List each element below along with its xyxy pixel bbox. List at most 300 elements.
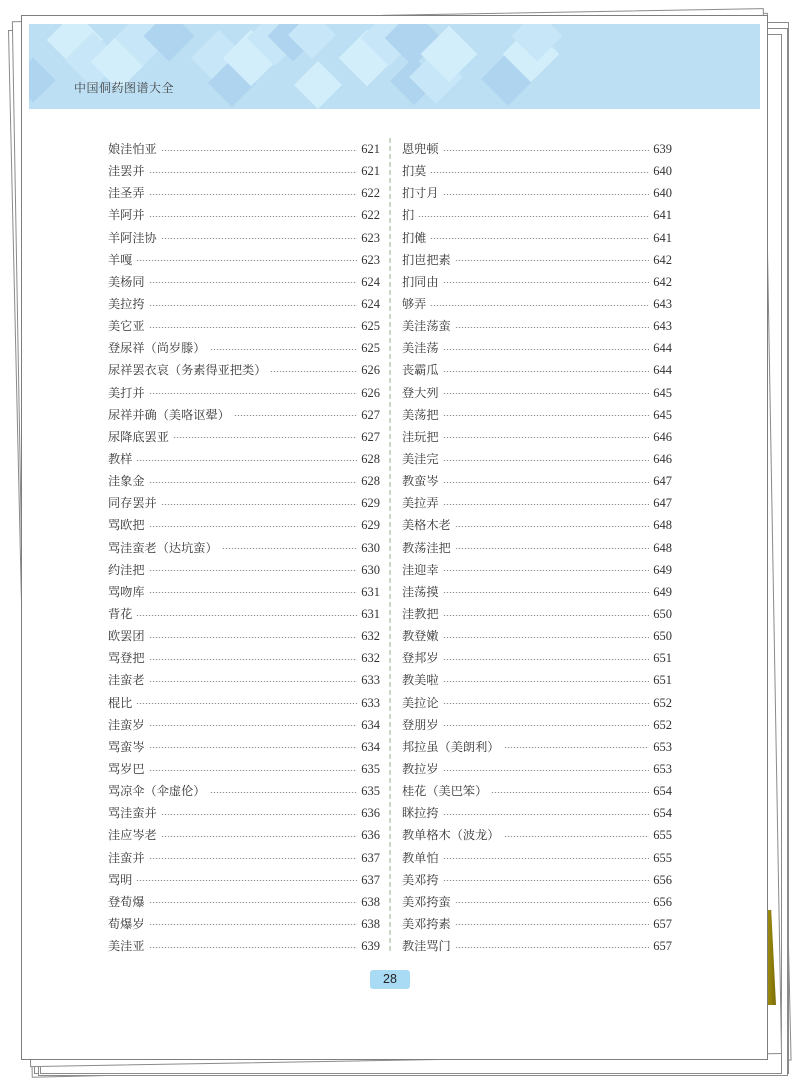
toc-entry-name: 美邓挎: [402, 872, 439, 887]
dot-leader: [149, 637, 358, 638]
toc-entry[interactable]: [402, 337, 672, 359]
toc-entry[interactable]: [402, 913, 672, 935]
toc-entry[interactable]: [108, 249, 380, 271]
toc-entry-name: 骂凉伞（伞虚伦）: [108, 784, 206, 799]
toc-entry[interactable]: [402, 470, 672, 492]
toc-entry[interactable]: [402, 160, 672, 182]
toc-entry[interactable]: [402, 204, 672, 226]
toc-entry[interactable]: [108, 138, 380, 160]
toc-entry-page: 646: [653, 451, 672, 466]
dot-leader: [149, 282, 358, 283]
toc-entry-page: 632: [361, 629, 380, 644]
toc-entry-name: 美格木老: [402, 518, 451, 533]
dot-leader: [149, 526, 358, 527]
toc-entry-page: 649: [653, 584, 672, 599]
toc-entry-name: 洼蛮岁: [108, 717, 145, 732]
toc-entry-page: 626: [361, 385, 380, 400]
toc-entry-page: 629: [361, 518, 380, 533]
toc-entry-page: 633: [361, 673, 380, 688]
toc-entry-name: 棍比: [108, 695, 133, 710]
toc-entry-page: 636: [361, 828, 380, 843]
toc-entry-page: 652: [653, 695, 672, 710]
toc-entry-name: 美洼完: [402, 451, 439, 466]
toc-entry[interactable]: [402, 669, 672, 691]
dot-leader: [149, 482, 358, 483]
toc-entry-page: 634: [361, 739, 380, 754]
toc-entry-name: 美洼亚: [108, 939, 145, 954]
toc-entry-page: 651: [653, 673, 672, 688]
toc-entry-page: 653: [653, 739, 672, 754]
dot-leader: [136, 703, 357, 704]
toc-entry[interactable]: [402, 847, 672, 869]
toc-entry-page: 644: [653, 341, 672, 356]
toc-entry[interactable]: [402, 537, 672, 559]
toc-entry-name: 美邓挎蛮: [402, 894, 451, 909]
toc-entry-page: 645: [653, 385, 672, 400]
toc-entry-name: 登大列: [402, 385, 439, 400]
toc-entry-name: 洼教把: [402, 606, 439, 621]
toc-entry-name: 羊嘎: [108, 252, 133, 267]
toc-entry[interactable]: [108, 315, 380, 337]
toc-entry[interactable]: [108, 160, 380, 182]
dot-leader: [443, 194, 650, 195]
toc-entry-page: 655: [653, 850, 672, 865]
toc-entry-name: 教单怕: [402, 850, 439, 865]
toc-entry-name: 美杨同: [108, 274, 145, 289]
toc-entry-page: 642: [653, 274, 672, 289]
toc-entry-page: 657: [653, 939, 672, 954]
dot-leader: [161, 150, 358, 151]
toc-entry-page: 650: [653, 629, 672, 644]
dot-leader: [136, 260, 357, 261]
dot-leader: [149, 194, 358, 195]
toc-entry-page: 643: [653, 296, 672, 311]
toc-entry[interactable]: [402, 824, 672, 846]
toc-entry-page: 632: [361, 651, 380, 666]
toc-entry[interactable]: [108, 404, 380, 426]
dot-leader: [149, 570, 358, 571]
toc-entry-name: 美荡把: [402, 407, 439, 422]
toc-entry-page: 648: [653, 540, 672, 555]
toc-entry[interactable]: [402, 404, 672, 426]
dot-leader: [161, 836, 358, 837]
toc-entry[interactable]: [402, 271, 672, 293]
toc-entry[interactable]: [108, 692, 380, 714]
toc-entry-page: 640: [653, 164, 672, 179]
toc-entry[interactable]: [108, 581, 380, 603]
toc-entry-page: 635: [361, 761, 380, 776]
dot-leader: [443, 570, 650, 571]
dot-leader: [161, 504, 358, 505]
dot-leader: [443, 615, 650, 616]
toc-entry[interactable]: [108, 869, 380, 891]
toc-entry[interactable]: [108, 824, 380, 846]
dot-leader: [149, 747, 358, 748]
toc-entry-name: 美拉弄: [402, 496, 439, 511]
dot-leader: [418, 216, 649, 217]
toc-entry-name: 骂蛮岑: [108, 739, 145, 754]
toc-entry-name: 洼应岑老: [108, 828, 157, 843]
dot-leader: [136, 615, 357, 616]
toc-entry[interactable]: [108, 780, 380, 802]
dot-leader: [149, 327, 358, 328]
toc-entry[interactable]: [402, 182, 672, 204]
toc-column-left: [108, 138, 380, 957]
toc-entry[interactable]: [108, 802, 380, 824]
dot-leader: [430, 305, 649, 306]
toc-entry-name: 骂洼蛮并: [108, 806, 157, 821]
toc-entry[interactable]: [108, 271, 380, 293]
dot-leader: [222, 548, 358, 549]
toc-entry[interactable]: [402, 581, 672, 603]
dot-leader: [149, 924, 358, 925]
toc-entry-page: 621: [361, 142, 380, 156]
toc-entry-name: 扪莫: [402, 164, 427, 179]
toc-entry-page: 628: [361, 474, 380, 489]
toc-entry-page: 635: [361, 784, 380, 799]
dot-leader: [443, 858, 650, 859]
toc-entry[interactable]: [108, 647, 380, 669]
toc-entry-name: 洼玩把: [402, 429, 439, 444]
toc-entry[interactable]: [108, 182, 380, 204]
book-page: [21, 15, 768, 1060]
running-header: 中国侗药图谱大全: [74, 81, 175, 95]
dot-leader: [443, 725, 650, 726]
toc-entry-name: 骂岁巴: [108, 761, 145, 776]
toc-entry-page: 627: [361, 429, 380, 444]
dot-leader: [443, 415, 650, 416]
toc-entry-name: 扪寸月: [402, 186, 439, 201]
dot-leader: [443, 504, 650, 505]
toc-entry-page: 636: [361, 806, 380, 821]
toc-entry-name: 洼迎幸: [402, 562, 439, 577]
toc-entry[interactable]: [402, 891, 672, 913]
toc-entry-name: 洼荡摸: [402, 584, 439, 599]
toc-entry-page: 642: [653, 252, 672, 267]
toc-entry-page: 645: [653, 407, 672, 422]
toc-entry-name: 桂花（美巴笨）: [402, 784, 488, 799]
toc-entry-page: 637: [361, 872, 380, 887]
dot-leader: [149, 393, 358, 394]
toc-entry-page: 654: [653, 806, 672, 821]
dot-leader: [455, 924, 650, 925]
dot-leader: [443, 371, 650, 372]
dot-leader: [443, 703, 650, 704]
toc-entry-name: 登尿祥（尚岁滕）: [108, 341, 206, 356]
toc-entry-name: 邦拉虽（美朗利）: [402, 739, 500, 754]
dot-leader: [455, 260, 650, 261]
toc-entry[interactable]: [402, 736, 672, 758]
dot-leader: [149, 858, 358, 859]
header-banner: [29, 24, 760, 109]
toc-entry[interactable]: [402, 227, 672, 249]
toc-entry-name: 骂吻库: [108, 584, 145, 599]
dot-leader: [443, 637, 650, 638]
toc-entry-name: 美打并: [108, 385, 145, 400]
toc-entry-name: 教拉岁: [402, 761, 439, 776]
toc-entry-name: 尿祥并确（美咯讴翚）: [108, 407, 230, 422]
dot-leader: [443, 880, 650, 881]
dot-leader: [210, 792, 358, 793]
toc-entry-name: 约洼把: [108, 562, 145, 577]
dot-leader: [455, 327, 650, 328]
dot-leader: [455, 548, 650, 549]
toc-entry-name: 扪傩: [402, 230, 427, 245]
toc-entry[interactable]: [402, 647, 672, 669]
dot-leader: [443, 282, 650, 283]
toc-entry-page: 656: [653, 872, 672, 887]
toc-entry-page: 640: [653, 186, 672, 201]
toc-entry-name: 尿降底罢亚: [108, 429, 169, 444]
toc-entry-name: 教荡洼把: [402, 540, 451, 555]
toc-entry[interactable]: [402, 802, 672, 824]
toc-entry-name: 欧罢团: [108, 629, 145, 644]
toc-entry-page: 648: [653, 518, 672, 533]
toc-entry-page: 647: [653, 496, 672, 511]
toc-entry-page: 655: [653, 828, 672, 843]
dot-leader: [161, 814, 358, 815]
toc-entry-name: 丧霸瓜: [402, 363, 439, 378]
toc-entry-page: 625: [361, 319, 380, 334]
toc-entry-name: 教单格木（波龙）: [402, 828, 500, 843]
toc-entry-page: 622: [361, 208, 380, 223]
toc-entry[interactable]: [402, 315, 672, 337]
toc-entry[interactable]: [402, 559, 672, 581]
toc-entry-name: 够弄: [402, 296, 427, 311]
dot-leader: [443, 814, 650, 815]
toc-entry-name: 美拉论: [402, 695, 439, 710]
toc-entry-page: 641: [653, 208, 672, 223]
toc-entry[interactable]: [108, 448, 380, 470]
dot-leader: [455, 947, 650, 948]
toc-entry-page: 621: [361, 164, 380, 179]
toc-entry-name: 扪岜把素: [402, 252, 451, 267]
toc-entry-page: 627: [361, 407, 380, 422]
toc-entry-name: 同存罢并: [108, 496, 157, 511]
toc-entry-page: 638: [361, 894, 380, 909]
dot-leader: [161, 238, 358, 239]
toc-entry-page: 623: [361, 252, 380, 267]
toc-entry-page: 639: [653, 142, 672, 156]
dot-leader: [173, 437, 357, 438]
toc-entry[interactable]: [108, 603, 380, 625]
toc-entry-page: 626: [361, 363, 380, 378]
dot-leader: [149, 770, 358, 771]
toc-entry-name: 洼蛮并: [108, 850, 145, 865]
toc-entry-name: 洼罢并: [108, 164, 145, 179]
dot-leader: [430, 172, 649, 173]
toc-entry-name: 骂欧把: [108, 518, 145, 533]
dot-leader: [443, 150, 650, 151]
toc-entry-name: 美邓挎素: [402, 916, 451, 931]
toc-entry-name: 登邦岁: [402, 651, 439, 666]
dot-leader: [443, 681, 650, 682]
toc-entry-page: 634: [361, 717, 380, 732]
toc-entry-name: 洼象金: [108, 474, 145, 489]
dot-leader: [504, 836, 650, 837]
dot-leader: [443, 349, 650, 350]
toc-entry[interactable]: [108, 935, 380, 957]
toc-entry[interactable]: [108, 847, 380, 869]
dot-leader: [149, 902, 358, 903]
toc-entry[interactable]: [402, 359, 672, 381]
toc-entry-name: 登朋岁: [402, 717, 439, 732]
toc-entry-name: 背花: [108, 606, 133, 621]
toc-entry-name: 洼圣弄: [108, 186, 145, 201]
dot-leader: [149, 592, 358, 593]
toc-entry-name: 教洼骂门: [402, 939, 451, 954]
toc-entry-name: 恩兜顿: [402, 142, 439, 156]
dot-leader: [443, 592, 650, 593]
toc-entry-page: 629: [361, 496, 380, 511]
toc-entry[interactable]: [402, 625, 672, 647]
page-number-badge: 28: [370, 970, 410, 989]
dot-leader: [149, 172, 358, 173]
toc-entry-page: 654: [653, 784, 672, 799]
toc-entry-name: 教登嫩: [402, 629, 439, 644]
toc-entry[interactable]: [402, 249, 672, 271]
toc-entry[interactable]: [402, 869, 672, 891]
toc-entry-name: 教样: [108, 451, 133, 466]
toc-entry-page: 652: [653, 717, 672, 732]
toc-entry-name: 羊阿并: [108, 208, 145, 223]
toc-entry[interactable]: [108, 625, 380, 647]
toc-entry-page: 646: [653, 429, 672, 444]
toc-entry-page: 647: [653, 474, 672, 489]
toc-entry-page: 622: [361, 186, 380, 201]
toc-entry[interactable]: [108, 227, 380, 249]
toc-entry[interactable]: [402, 514, 672, 536]
toc-entry-name: 尿祥罢衣哀（务素得亚把类）: [108, 363, 267, 378]
dot-leader: [443, 393, 650, 394]
toc-entry-page: 651: [653, 651, 672, 666]
toc-entry[interactable]: [402, 692, 672, 714]
toc-entry[interactable]: [402, 426, 672, 448]
dot-leader: [443, 482, 650, 483]
toc-entry-page: 624: [361, 296, 380, 311]
toc-entry-page: 631: [361, 606, 380, 621]
toc-entry-page: 653: [653, 761, 672, 776]
dot-leader: [149, 659, 358, 660]
toc-entry-page: 644: [653, 363, 672, 378]
toc-entry-page: 656: [653, 894, 672, 909]
toc-entry-name: 教美啦: [402, 673, 439, 688]
dot-leader: [149, 947, 358, 948]
toc-entry[interactable]: [402, 293, 672, 315]
toc-entry-page: 630: [361, 540, 380, 555]
toc-entry-page: 633: [361, 695, 380, 710]
toc-entry[interactable]: [108, 293, 380, 315]
toc-entry-name: 扪同由: [402, 274, 439, 289]
toc-entry[interactable]: [108, 891, 380, 913]
dot-leader: [136, 460, 357, 461]
toc-entry-name: 美拉挎: [108, 296, 145, 311]
toc-entry-page: 623: [361, 230, 380, 245]
toc-entry-page: 630: [361, 562, 380, 577]
toc-entry[interactable]: [108, 514, 380, 536]
toc-entry-name: 美洼荡蛮: [402, 319, 451, 334]
column-divider: [389, 138, 391, 953]
toc-entry[interactable]: [108, 736, 380, 758]
toc-entry-page: 639: [361, 939, 380, 954]
dot-leader: [443, 460, 650, 461]
dot-leader: [430, 238, 649, 239]
toc-entry-name: 美它亚: [108, 319, 145, 334]
dot-leader: [210, 349, 358, 350]
toc-entry-page: 637: [361, 850, 380, 865]
dot-leader: [270, 371, 357, 372]
toc-entry-page: 657: [653, 916, 672, 931]
dot-leader: [504, 747, 650, 748]
toc-entry[interactable]: [108, 359, 380, 381]
toc-entry[interactable]: [108, 382, 380, 404]
toc-entry-name: 扪: [402, 208, 415, 223]
dot-leader: [149, 305, 358, 306]
toc-entry[interactable]: [108, 758, 380, 780]
dot-leader: [443, 770, 650, 771]
toc-entry-page: 628: [361, 451, 380, 466]
toc-column-right: [402, 138, 672, 957]
dot-leader: [136, 880, 357, 881]
toc-entry[interactable]: [402, 780, 672, 802]
toc-entry-name: 骂登把: [108, 651, 145, 666]
toc-entry[interactable]: [402, 603, 672, 625]
toc-entry[interactable]: [402, 714, 672, 736]
toc-entry[interactable]: [108, 492, 380, 514]
toc-entry-name: 眯拉挎: [402, 806, 439, 821]
toc-entry-page: 643: [653, 319, 672, 334]
toc-entry-page: 624: [361, 274, 380, 289]
toc-entry-page: 625: [361, 341, 380, 356]
toc-entry-name: 荀爆岁: [108, 916, 145, 931]
dot-leader: [455, 526, 650, 527]
toc-entry-name: 娘洼怕亚: [108, 142, 157, 156]
toc-entry-page: 641: [653, 230, 672, 245]
toc-entry-name: 教蛮岑: [402, 474, 439, 489]
toc-entry-name: 骂洼蛮老（达坑蛮）: [108, 540, 218, 555]
dot-leader: [234, 415, 357, 416]
toc-entry-name: 登荀爆: [108, 894, 145, 909]
toc-entry-page: 638: [361, 916, 380, 931]
toc-entry[interactable]: [402, 492, 672, 514]
toc-entry[interactable]: [108, 337, 380, 359]
toc-entry-name: 洼蛮老: [108, 673, 145, 688]
toc-entry[interactable]: [402, 382, 672, 404]
toc-entry[interactable]: [402, 935, 672, 957]
dot-leader: [149, 216, 358, 217]
toc-entry[interactable]: [402, 758, 672, 780]
dot-leader: [149, 681, 358, 682]
toc-entry[interactable]: [108, 470, 380, 492]
toc-entry[interactable]: [108, 559, 380, 581]
toc-entry-name: 美洼荡: [402, 341, 439, 356]
toc-entry[interactable]: [108, 537, 380, 559]
toc-entry[interactable]: [108, 669, 380, 691]
toc-entry[interactable]: [108, 714, 380, 736]
dot-leader: [455, 902, 650, 903]
toc-entry-name: 羊阿洼协: [108, 230, 157, 245]
toc-entry-page: 649: [653, 562, 672, 577]
toc-entry[interactable]: [402, 138, 672, 160]
dot-leader: [491, 792, 649, 793]
dot-leader: [149, 725, 358, 726]
toc-entry[interactable]: [108, 204, 380, 226]
toc-entry[interactable]: [108, 913, 380, 935]
toc-entry-page: 650: [653, 606, 672, 621]
toc-entry[interactable]: [108, 426, 380, 448]
toc-entry-page: 631: [361, 584, 380, 599]
toc-entry[interactable]: [402, 448, 672, 470]
